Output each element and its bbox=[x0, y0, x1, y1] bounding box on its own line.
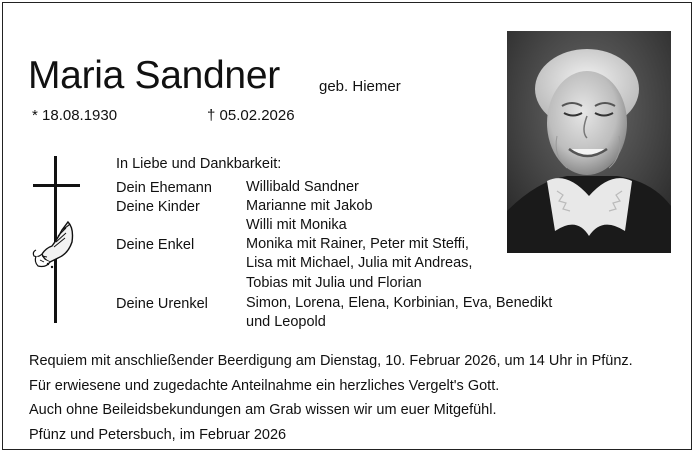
death-date: † 05.02.2026 bbox=[207, 107, 295, 124]
mourner-line: Willibald Sandner bbox=[246, 179, 359, 195]
maiden-name: geb. Hiemer bbox=[319, 78, 401, 95]
funeral-service-info: Requiem mit anschließender Beerdigung am Dienstag, 10. Februar 2026, um 14 Uhr in Pfünz. bbox=[29, 353, 633, 369]
relation-children: Deine Kinder bbox=[116, 199, 200, 215]
mourners-title: In Liebe und Dankbarkeit: bbox=[116, 156, 282, 172]
names-grandchildren bbox=[246, 235, 472, 293]
names-children bbox=[246, 197, 373, 236]
condolence-note: Auch ohne Beileidsbekundungen am Grab wissen wir um euer Mitgefühl. bbox=[29, 402, 497, 418]
mourner-line: Willi mit Monika bbox=[246, 217, 347, 234]
cross-with-praying-hands-icon bbox=[28, 150, 88, 330]
relation-husband: Dein Ehemann bbox=[116, 180, 212, 196]
portrait-photo bbox=[507, 31, 671, 253]
birth-date: * 18.08.1930 bbox=[32, 107, 118, 124]
place-date-line: Pfünz und Petersbuch, im Februar 2026 bbox=[29, 427, 287, 443]
mourner-line: Lisa mit Michael, Julia mit Andreas, bbox=[246, 255, 473, 272]
relation-grandchildren: Deine Enkel bbox=[116, 237, 195, 253]
mourner-line: und Leopold bbox=[246, 314, 326, 331]
mourner-line: Tobias mit Julia und Florian bbox=[246, 274, 422, 291]
mourner-line: Marianne mit Jakob bbox=[246, 198, 373, 214]
mourner-line: Monika mit Rainer, Peter mit Steffi, bbox=[246, 236, 469, 252]
deceased-name: Maria Sandner bbox=[28, 54, 280, 97]
names-husband bbox=[246, 178, 359, 197]
relation-great-grandchildren: Deine Urenkel bbox=[116, 296, 208, 312]
mourner-line: Simon, Lorena, Elena, Korbinian, Eva, Benedikt bbox=[246, 295, 553, 311]
names-great-grandchildren bbox=[246, 294, 552, 333]
thanks-note: Für erwiesene und zugedachte Anteilnahme ein herzliches Vergelt's Gott. bbox=[29, 378, 500, 394]
